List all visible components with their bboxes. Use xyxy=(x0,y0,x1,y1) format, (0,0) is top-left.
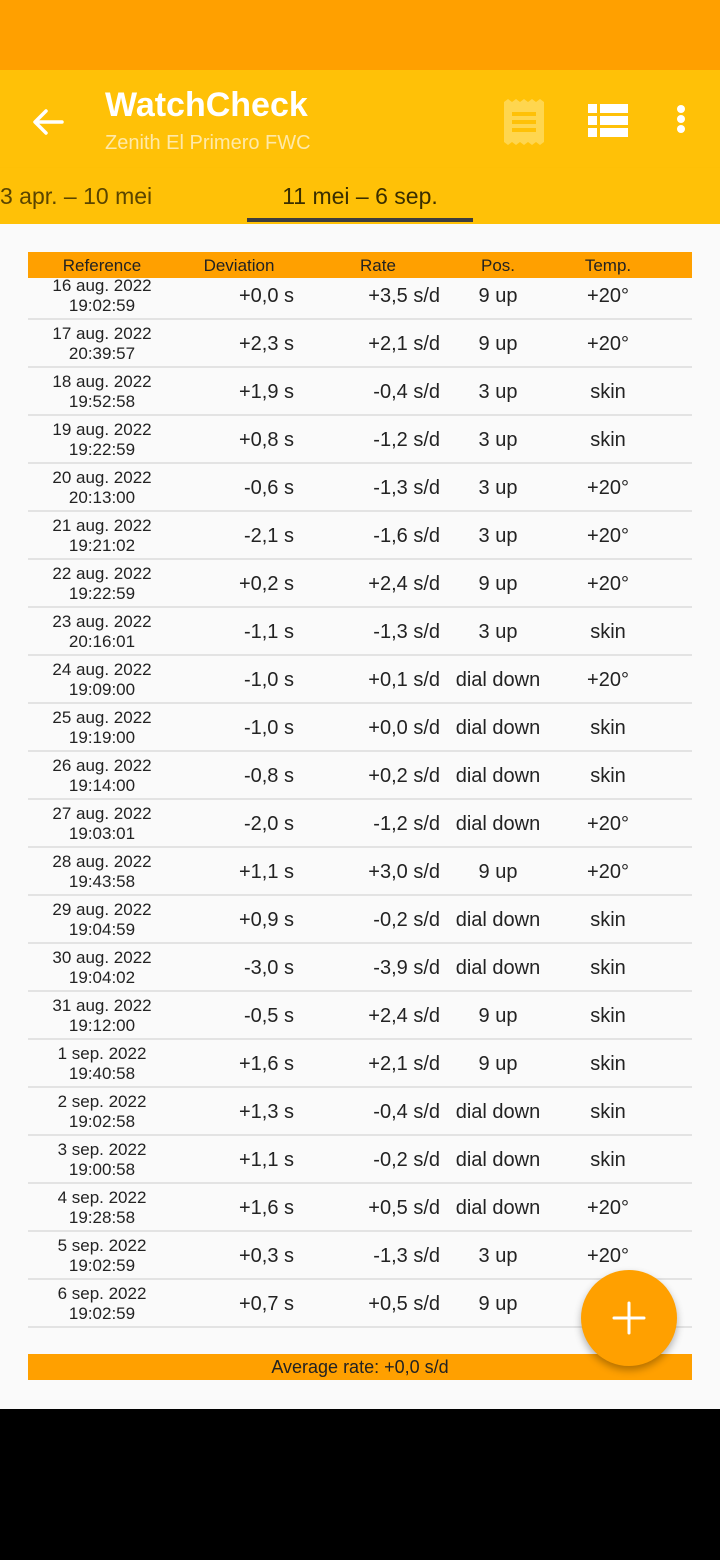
rate-cell: -1,6 s/d xyxy=(373,525,440,547)
header-pos: Pos. xyxy=(480,256,516,275)
reference-date: 20 aug. 2022 xyxy=(52,468,152,487)
position-cell: dial down xyxy=(455,1197,541,1219)
rate-cell: -1,2 s/d xyxy=(373,429,440,451)
reference-date: 30 aug. 2022 xyxy=(52,948,152,967)
app-title: WatchCheck xyxy=(105,86,308,124)
reference-cell xyxy=(28,372,176,412)
reference-cell xyxy=(28,804,176,844)
rate-cell: +2,4 s/d xyxy=(368,1005,440,1027)
period-tabs xyxy=(0,168,720,224)
deviation-cell: +0,2 s xyxy=(238,573,294,595)
deviation-cell: +0,8 s xyxy=(238,429,294,451)
reference-cell xyxy=(28,900,176,940)
list-view-icon[interactable] xyxy=(584,98,632,146)
table-row[interactable] xyxy=(28,992,692,1040)
rate-cell: +0,2 s/d xyxy=(368,765,440,787)
table-row[interactable] xyxy=(28,416,692,464)
position-cell: dial down xyxy=(455,957,541,979)
position-cell: 9 up xyxy=(478,1053,518,1075)
position-cell: dial down xyxy=(455,717,541,739)
reference-date: 1 sep. 2022 xyxy=(57,1044,147,1063)
position-cell: 3 up xyxy=(478,477,518,499)
reference-date: 28 aug. 2022 xyxy=(52,852,152,871)
table-row[interactable] xyxy=(28,464,692,512)
rate-cell: +2,4 s/d xyxy=(368,573,440,595)
rate-cell: +3,0 s/d xyxy=(368,861,440,883)
reference-date: 16 aug. 2022 xyxy=(52,278,152,295)
reference-time: 19:00:58 xyxy=(68,1160,136,1179)
reference-time: 19:52:58 xyxy=(68,392,136,411)
rate-cell: -0,4 s/d xyxy=(373,1101,440,1123)
reference-time: 19:12:00 xyxy=(68,1016,136,1035)
reference-cell xyxy=(28,324,176,364)
reference-time: 19:43:58 xyxy=(68,872,136,891)
reference-time: 19:21:02 xyxy=(68,536,136,555)
reference-date: 27 aug. 2022 xyxy=(52,804,152,823)
position-cell: 3 up xyxy=(478,429,518,451)
reference-date: 29 aug. 2022 xyxy=(52,900,152,919)
reference-cell xyxy=(28,708,176,748)
temperature-cell: +20° xyxy=(587,477,629,499)
temperature-cell: +20° xyxy=(587,1197,629,1219)
add-icon xyxy=(581,1270,677,1366)
table-row[interactable] xyxy=(28,704,692,752)
reference-date: 24 aug. 2022 xyxy=(52,660,152,679)
reference-cell xyxy=(28,564,176,604)
reference-cell xyxy=(28,852,176,892)
temperature-cell: skin xyxy=(590,1101,626,1123)
rate-cell: -0,2 s/d xyxy=(373,1149,440,1171)
deviation-cell: -3,0 s xyxy=(243,957,294,979)
navigation-bar xyxy=(0,1409,720,1560)
deviation-cell: +1,9 s xyxy=(238,381,294,403)
temperature-cell: skin xyxy=(590,1149,626,1171)
watch-name: Zenith El Primero FWC xyxy=(105,132,311,154)
measurement-list[interactable] xyxy=(28,278,692,1338)
table-row[interactable] xyxy=(28,752,692,800)
deviation-cell: +2,3 s xyxy=(238,333,294,355)
table-header xyxy=(28,252,692,278)
reference-cell xyxy=(28,996,176,1036)
reference-date: 3 sep. 2022 xyxy=(57,1140,147,1159)
receipt-icon[interactable] xyxy=(500,98,548,146)
reference-date: 23 aug. 2022 xyxy=(52,612,152,631)
reference-date: 17 aug. 2022 xyxy=(52,324,152,343)
temperature-cell: +20° xyxy=(587,669,629,691)
position-cell: 9 up xyxy=(478,1293,518,1315)
tab-previous-period[interactable]: 3 apr. – 10 mei xyxy=(0,183,153,209)
temperature-cell: skin xyxy=(590,1005,626,1027)
deviation-cell: +0,7 s xyxy=(238,1293,294,1315)
table-row[interactable] xyxy=(28,800,692,848)
tab-current-period[interactable]: 11 mei – 6 sep. xyxy=(282,183,438,209)
table-row[interactable] xyxy=(28,608,692,656)
deviation-cell: +0,9 s xyxy=(238,909,294,931)
deviation-cell: +1,1 s xyxy=(238,1149,294,1171)
reference-time: 19:09:00 xyxy=(68,680,136,699)
reference-time: 20:13:00 xyxy=(68,488,136,507)
table-row[interactable] xyxy=(28,1088,692,1136)
reference-date: 6 sep. 2022 xyxy=(57,1284,147,1303)
deviation-cell: +1,1 s xyxy=(238,861,294,883)
header-deviation: Deviation xyxy=(203,256,275,275)
tab-indicator xyxy=(247,218,473,222)
reference-cell xyxy=(28,1188,176,1228)
table-row[interactable] xyxy=(28,944,692,992)
reference-time: 19:04:02 xyxy=(68,968,136,987)
table-row[interactable] xyxy=(28,512,692,560)
reference-cell xyxy=(28,1092,176,1132)
reference-time: 19:02:59 xyxy=(68,1256,136,1275)
temperature-cell: skin xyxy=(590,429,626,451)
reference-date: 4 sep. 2022 xyxy=(57,1188,147,1207)
reference-time: 19:02:58 xyxy=(68,1112,136,1131)
temperature-cell: skin xyxy=(590,381,626,403)
reference-cell xyxy=(28,948,176,988)
reference-date: 31 aug. 2022 xyxy=(52,996,152,1015)
reference-time: 20:16:01 xyxy=(68,632,136,651)
rate-cell: -1,3 s/d xyxy=(373,477,440,499)
reference-time: 19:22:59 xyxy=(68,584,136,603)
table-row[interactable] xyxy=(28,278,692,320)
reference-date: 2 sep. 2022 xyxy=(57,1092,147,1111)
rate-cell: +0,5 s/d xyxy=(368,1293,440,1315)
position-cell: dial down xyxy=(455,813,541,835)
reference-cell xyxy=(28,420,176,460)
more-vert-icon[interactable] xyxy=(657,98,705,146)
temperature-cell: skin xyxy=(590,1053,626,1075)
temperature-cell: +20° xyxy=(587,1245,629,1267)
position-cell: dial down xyxy=(455,1149,541,1171)
reference-time: 19:02:59 xyxy=(68,1304,136,1323)
deviation-cell: -1,1 s xyxy=(243,621,294,643)
reference-cell xyxy=(28,612,176,652)
rate-cell: +2,1 s/d xyxy=(368,1053,440,1075)
reference-date: 26 aug. 2022 xyxy=(52,756,152,775)
reference-time: 19:19:00 xyxy=(68,728,136,747)
table-row[interactable] xyxy=(28,368,692,416)
deviation-cell: +0,3 s xyxy=(238,1245,294,1267)
reference-date: 19 aug. 2022 xyxy=(52,420,152,439)
temperature-cell: +20° xyxy=(587,861,629,883)
table-row[interactable] xyxy=(28,1136,692,1184)
position-cell: 9 up xyxy=(478,285,518,307)
deviation-cell: -1,0 s xyxy=(243,717,294,739)
position-cell: dial down xyxy=(455,909,541,931)
reference-time: 20:39:57 xyxy=(68,344,136,363)
position-cell: 3 up xyxy=(478,381,518,403)
rate-cell: +3,5 s/d xyxy=(368,285,440,307)
temperature-cell: +20° xyxy=(587,573,629,595)
deviation-cell: +1,3 s xyxy=(238,1101,294,1123)
reference-cell xyxy=(28,278,176,316)
reference-time: 19:02:59 xyxy=(68,296,136,315)
reference-cell xyxy=(28,1284,176,1324)
rate-cell: -0,2 s/d xyxy=(373,909,440,931)
reference-date: 25 aug. 2022 xyxy=(52,708,152,727)
deviation-cell: -2,1 s xyxy=(243,525,294,547)
deviation-cell: -0,5 s xyxy=(243,1005,294,1027)
rate-cell: +0,1 s/d xyxy=(368,669,440,691)
table-row[interactable] xyxy=(28,560,692,608)
position-cell: dial down xyxy=(455,765,541,787)
reference-time: 19:40:58 xyxy=(68,1064,136,1083)
reference-cell xyxy=(28,756,176,796)
reference-cell xyxy=(28,516,176,556)
temperature-cell: skin xyxy=(590,909,626,931)
table-row[interactable] xyxy=(28,1040,692,1088)
position-cell: 9 up xyxy=(478,861,518,883)
rate-cell: +0,5 s/d xyxy=(368,1197,440,1219)
deviation-cell: -1,0 s xyxy=(243,669,294,691)
position-cell: 3 up xyxy=(478,525,518,547)
table-row[interactable] xyxy=(28,656,692,704)
deviation-cell: +1,6 s xyxy=(238,1197,294,1219)
average-rate: Average rate: +0,0 s/d xyxy=(28,1354,692,1380)
rate-cell: +2,1 s/d xyxy=(368,333,440,355)
temperature-cell: +20° xyxy=(587,333,629,355)
reference-time: 19:14:00 xyxy=(68,776,136,795)
temperature-cell: +20° xyxy=(587,813,629,835)
reference-cell xyxy=(28,660,176,700)
temperature-cell: +20° xyxy=(587,285,629,307)
rate-cell: -1,3 s/d xyxy=(373,1245,440,1267)
table-row[interactable] xyxy=(28,848,692,896)
temperature-cell: +20° xyxy=(587,525,629,547)
reference-time: 19:22:59 xyxy=(68,440,136,459)
position-cell: 3 up xyxy=(478,621,518,643)
deviation-cell: -0,8 s xyxy=(243,765,294,787)
table-row[interactable] xyxy=(28,320,692,368)
rate-cell: -1,3 s/d xyxy=(373,621,440,643)
temperature-cell: skin xyxy=(590,957,626,979)
reference-cell xyxy=(28,468,176,508)
reference-cell xyxy=(28,1236,176,1276)
reference-date: 22 aug. 2022 xyxy=(52,564,152,583)
position-cell: 9 up xyxy=(478,333,518,355)
header-rate: Rate xyxy=(360,256,396,275)
arrow-back-icon[interactable] xyxy=(28,102,68,142)
reference-date: 18 aug. 2022 xyxy=(52,372,152,391)
position-cell: dial down xyxy=(455,1101,541,1123)
reference-time: 19:03:01 xyxy=(68,824,136,843)
reference-cell xyxy=(28,1044,176,1084)
position-cell: dial down xyxy=(455,669,541,691)
add-measurement-button[interactable] xyxy=(581,1270,677,1366)
app-bar xyxy=(0,70,720,168)
deviation-cell: -2,0 s xyxy=(243,813,294,835)
main-content xyxy=(0,224,720,1409)
reference-date: 5 sep. 2022 xyxy=(57,1236,147,1255)
temperature-cell: skin xyxy=(590,621,626,643)
rate-cell: -3,9 s/d xyxy=(373,957,440,979)
deviation-cell: +0,0 s xyxy=(238,285,294,307)
table-row[interactable] xyxy=(28,1184,692,1232)
rate-cell: -0,4 s/d xyxy=(373,381,440,403)
position-cell: 9 up xyxy=(478,1005,518,1027)
reference-date: 21 aug. 2022 xyxy=(52,516,152,535)
header-temp: Temp. xyxy=(584,256,632,275)
header-reference: Reference xyxy=(62,256,142,275)
table-row[interactable] xyxy=(28,896,692,944)
position-cell: 3 up xyxy=(478,1245,518,1267)
deviation-cell: -0,6 s xyxy=(243,477,294,499)
rate-cell: +0,0 s/d xyxy=(368,717,440,739)
temperature-cell: skin xyxy=(590,765,626,787)
position-cell: 9 up xyxy=(478,573,518,595)
rate-cell: -1,2 s/d xyxy=(373,813,440,835)
status-bar xyxy=(0,0,720,70)
reference-time: 19:04:59 xyxy=(68,920,136,939)
reference-cell xyxy=(28,1140,176,1180)
deviation-cell: +1,6 s xyxy=(238,1053,294,1075)
temperature-cell: skin xyxy=(590,717,626,739)
reference-time: 19:28:58 xyxy=(68,1208,136,1227)
